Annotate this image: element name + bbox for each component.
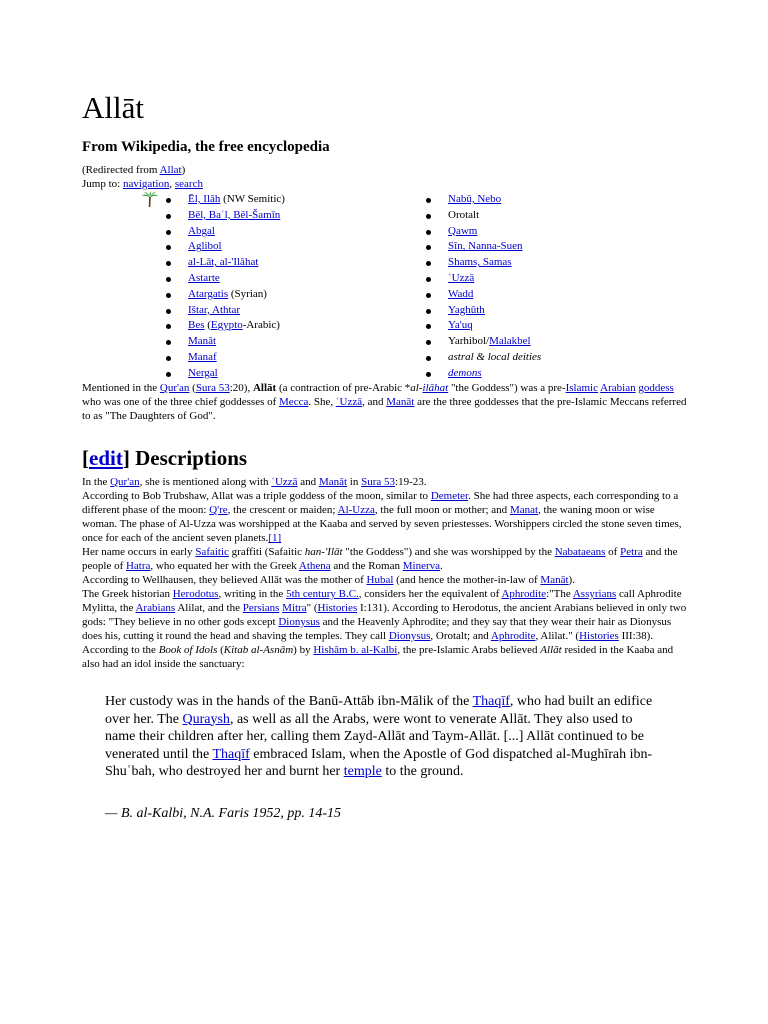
wiki-link[interactable]: Malakbel — [489, 335, 531, 348]
desc-book-of-idols: According to the Book of Idols (Kitab al-Asnām) by Hishām b. al-Kalbi, the pre-Islamic Arabs believed Allāt resided in the Kaaba and also had an idol inside the sanctuary: — [82, 644, 674, 670]
wiki-link[interactable]: Manāt — [188, 335, 217, 348]
wiki-link[interactable]: Demeter — [430, 490, 469, 502]
wiki-link[interactable]: Histories — [579, 630, 619, 642]
site-subtitle: From Wikipedia, the free encyclopedia — [82, 139, 330, 155]
wiki-link[interactable]: Sura 53 — [361, 476, 396, 488]
list-item — [426, 224, 541, 240]
list-item — [426, 287, 541, 303]
deity-list-right — [426, 192, 541, 382]
wiki-link[interactable]: Arabians — [135, 602, 176, 614]
page-title: Allāt — [82, 90, 144, 125]
section-heading: [edit] Descriptions — [82, 446, 248, 470]
wiki-link[interactable]: Mitra — [282, 602, 307, 614]
wiki-link[interactable]: Wadd — [448, 287, 474, 300]
wiki-link[interactable]: Hubal — [366, 574, 394, 586]
wiki-link[interactable]: Dionysus — [278, 616, 320, 628]
list-item: Bes (Egypto-Arabic) — [166, 318, 285, 334]
list-item: Orotalt — [426, 208, 541, 224]
wiki-link[interactable]: goddess — [638, 382, 674, 394]
wiki-link[interactable]: ʿUzzā — [335, 396, 363, 408]
wiki-link[interactable]: Athena — [298, 560, 331, 572]
list-item — [166, 303, 285, 319]
wiki-link[interactable]: Ya'uq — [448, 319, 473, 332]
wiki-link[interactable]: Abgal — [188, 224, 215, 237]
navigation-link[interactable]: navigation — [122, 178, 170, 190]
wiki-link[interactable]: Quraysh — [182, 711, 230, 727]
wiki-link[interactable]: ʿUzzā — [448, 271, 475, 284]
wiki-link[interactable]: Minerva — [402, 560, 441, 572]
list-item — [166, 350, 285, 366]
wiki-link[interactable]: Aphrodite — [490, 630, 536, 642]
list-item — [426, 303, 541, 319]
wiki-link[interactable]: Nabū, Nebo — [448, 193, 502, 205]
desc-trubshaw: According to Bob Trubshaw, Allat was a triple goddess of the moon, similar to Demeter. She had three aspects, each corresponding to a different phase of the moon: Q're, the crescent or maiden; Al-Uzza, the full moon or mother; and Manat, the waning moon or wise woman. The phase of Al-Uzza was worshipped at the Kaaba and served by seven priestesses. Worshippers circled the stone seven times, once for each of the ancient seven planets.[1] — [82, 490, 682, 544]
wiki-link[interactable]: Qawm — [448, 224, 478, 237]
desc-wellhausen: According to Wellhausen, they believed Allāt was the mother of Hubal (and hence the mother-in-law of Manāt). — [82, 574, 575, 586]
redirect-link[interactable]: Allat — [159, 164, 182, 176]
wiki-link[interactable]: Egypto — [210, 319, 243, 332]
wiki-link[interactable]: Astarte — [188, 271, 220, 284]
wiki-link[interactable]: Al-Uzza — [337, 504, 375, 516]
list-item — [166, 208, 285, 224]
descriptions-body — [82, 475, 688, 671]
redirect-note: (Redirected from Allat) — [82, 164, 186, 176]
wiki-link[interactable]: temple — [343, 764, 382, 780]
list-item — [426, 255, 541, 271]
list-item — [166, 239, 285, 255]
wiki-link[interactable]: Nergal — [188, 366, 218, 379]
list-item — [426, 239, 541, 255]
palm-tree-icon — [141, 191, 159, 207]
list-item — [166, 255, 285, 271]
list-item — [426, 192, 541, 208]
wiki-link[interactable]: Histories — [317, 602, 358, 614]
wiki-link[interactable]: Bēl, Baʿl, Bēl-Šamīn — [188, 208, 281, 221]
wiki-link[interactable]: ʿUzzā — [271, 476, 298, 488]
list-item — [426, 318, 541, 334]
wiki-link[interactable]: Assyrians — [572, 588, 617, 600]
wiki-link[interactable]: Hishām b. al-Kalbi — [313, 644, 398, 656]
wiki-link[interactable]: Qur'an — [159, 382, 190, 394]
wiki-link[interactable]: Manaf — [188, 350, 217, 363]
desc-line-quran: In the Qur'an, she is mentioned along with ʿUzzā and Manāt in Sura 53:19-23. — [82, 476, 427, 488]
wiki-link[interactable]: Ēl, Ilāh — [188, 193, 221, 205]
wiki-link[interactable]: Manāt — [540, 574, 569, 586]
wiki-link[interactable]: Aphrodite — [501, 588, 547, 600]
wiki-link[interactable]: Atargatis — [188, 287, 229, 300]
list-item — [166, 271, 285, 287]
wiki-link[interactable]: Safaitic — [195, 546, 229, 558]
blockquote: Her custody was in the hands of the Banū-Attāb ibn-Mālik of the Thaqīf, who had built an edifice over her. The Quraysh, as well as all the Arabs, were wont to venerate Allāt. They also used to name their children after her, calling them Zayd-Allāt and Taym-Allāt. [...] Allāt continued to be venerated until the Thaqīf embraced Islam, when the Apostle of God dispatched al-Mughīrah ibn-Shuʿbah, who destroyed her and burnt her temple to the ground. — [105, 694, 653, 780]
wiki-link[interactable]: Arabian — [600, 382, 636, 394]
search-link[interactable]: search — [174, 178, 203, 190]
list-item — [166, 366, 285, 382]
list-item — [426, 366, 541, 382]
wiki-link[interactable]: Sīn, Nanna-Suen — [448, 240, 523, 253]
wiki-link[interactable]: Manāt — [386, 396, 415, 408]
wiki-link[interactable]: Yaghūth — [448, 303, 485, 316]
list-item: Yarhibol/Malakbel — [426, 334, 541, 350]
wiki-link[interactable]: Thaqīf — [212, 746, 250, 762]
wiki-link[interactable]: Sura 53 — [195, 382, 230, 394]
wiki-link[interactable]: Dionysus — [388, 630, 431, 642]
wiki-link[interactable]: Herodotus — [172, 588, 219, 600]
wiki-link[interactable]: al-Lāt, al-'Ilāhat — [188, 256, 259, 269]
wiki-link[interactable]: Petra — [620, 546, 643, 558]
wiki-link[interactable]: Thaqīf — [472, 694, 510, 709]
edit-link[interactable]: edit — [89, 446, 123, 470]
deity-list-left — [166, 192, 285, 382]
wiki-link[interactable]: Persians — [242, 602, 280, 614]
wiki-link[interactable]: Hatra — [125, 560, 151, 572]
desc-safaitic: Her name occurs in early Safaitic graffiti (Safaitic han-'Ilāt "the Goddess") and she was worshipped by the Nabataeans of Petra and the people of Hatra, who equated her with the Greek Athena and the Roman Minerva. — [82, 546, 678, 572]
list-item — [166, 334, 285, 350]
wiki-link[interactable]: Bes — [188, 319, 205, 332]
wiki-link[interactable]: Qur'an — [110, 476, 140, 488]
desc-herodotus: The Greek historian Herodotus, writing in the 5th century B.C., considers her the equivalent of Aphrodite:"The Assyrians call Aphrodite Mylitta, the Arabians Alilat, and the Persians Mitra" (Histories I:131). According to Herodotus, the ancient Arabians believed in only two gods: "They believe in no other gods except Dionysus and the Heavenly Aphrodite; and they say that they wear their hair as Dionysus does his, cutting it round the head and shaving the temples. They call Dionysus, Orotalt; and Aphrodite, Alilat." (Histories III:38). — [82, 588, 687, 642]
list-item: Atargatis (Syrian) — [166, 287, 285, 303]
wiki-link[interactable]: Islamic — [565, 382, 598, 394]
list-item: Ēl, Ilāh (NW Semitic) — [166, 192, 285, 208]
wiki-link[interactable]: demons — [448, 366, 482, 379]
list-item — [426, 271, 541, 287]
wiki-link[interactable]: Nabataeans — [554, 546, 606, 558]
wiki-link[interactable]: ilāhat — [422, 382, 449, 394]
list-item — [166, 224, 285, 240]
wiki-link[interactable]: Shams, Samas — [448, 256, 512, 269]
jump-links: Jump to: navigation, search — [82, 178, 203, 190]
reference-link[interactable]: [1] — [268, 532, 282, 544]
wiki-link[interactable]: Manat — [509, 504, 539, 516]
wiki-link[interactable]: Manāt — [318, 476, 348, 488]
intro-paragraph: Mentioned in the Qur'an (Sura 53:20), Allāt (a contraction of pre-Arabic *al-ilāhat "the Goddess") was a pre-Islamic Arabian goddess who was one of the three chief goddesses of Mecca. She, ʿUzzā, and Manāt are the three goddesses that the pre-Islamic Meccans referred to as "The Daughters of God". — [82, 382, 687, 422]
wiki-link[interactable]: 5th century B.C. — [286, 588, 359, 600]
wiki-link[interactable]: Ištar, Athtar — [188, 303, 241, 316]
wiki-link[interactable]: Aglibol — [188, 240, 222, 253]
list-item: astral & local deities — [426, 350, 541, 366]
quote-citation: — B. al-Kalbi, N.A. Faris 1952, pp. 14-15 — [105, 806, 342, 821]
wiki-link[interactable]: Mecca — [279, 396, 309, 408]
wiki-link[interactable]: Q're — [209, 504, 228, 516]
